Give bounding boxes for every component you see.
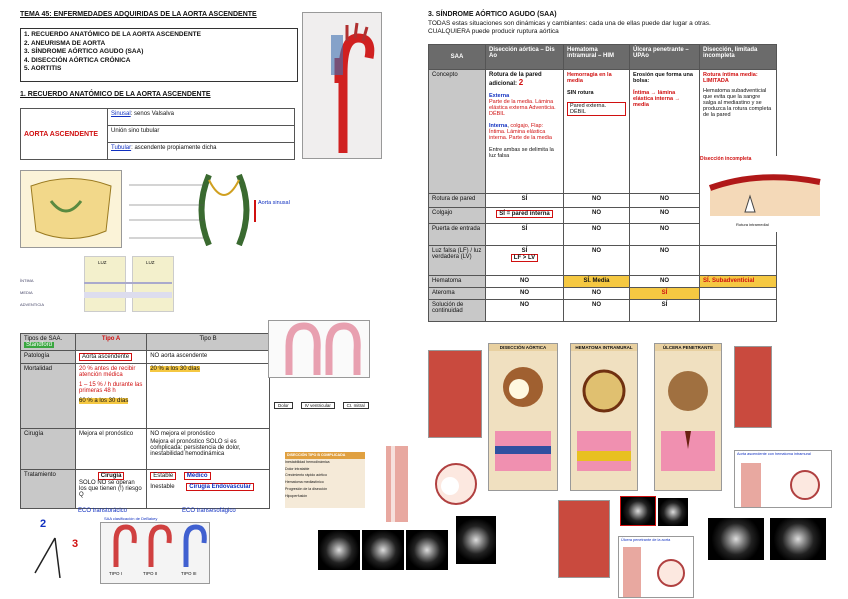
him-concept-1: Hemorragia en la media (567, 72, 612, 84)
cirugia-b2: Mejora el pronóstico SOLO si es complicada: persistencia de dolor, inestabilidad hemodinámica (150, 439, 241, 457)
sinus-figure-right (124, 170, 252, 246)
debakey-caption: SAA clasificación de DeBakey (104, 516, 158, 521)
aorta-row-key: Tubular (111, 145, 132, 151)
list-title: DISECCIÓN TIPO B COMPLICADA (285, 452, 365, 459)
cell: NO (486, 300, 564, 322)
dis-end: Entre ambas se delimita la luz falsa (489, 147, 554, 159)
th-saa: SAA (429, 45, 486, 70)
cell: SÍ (486, 224, 564, 246)
ct-ulcer-scan (620, 496, 656, 526)
flow-diagram (274, 402, 384, 414)
mortalidad-a2: 1 – 15 % / h durante las primeras 48 h (79, 382, 143, 394)
tto-b2: Médico (184, 472, 211, 480)
aorta-row-value: : senos Valsalva (130, 111, 174, 117)
lf-lv-badge: LF > LV (511, 254, 538, 262)
ct-scan-2 (362, 530, 404, 570)
label-2: 2 (40, 518, 47, 530)
cell: NO (630, 246, 700, 276)
aorta-row-value: : ascendente propiamente dicha (131, 145, 217, 151)
th-dis: Disección aórtica – Dis Ao (486, 45, 564, 70)
debakey-aorta-figure (268, 320, 370, 378)
tto-b3: Inestable (150, 484, 175, 490)
toc-item: 5. AORTITIS (24, 65, 62, 72)
upa-concept-1: Erosión que forma una bolsa: (633, 72, 693, 84)
hematoma-schematic (734, 450, 832, 508)
tto-a2: SOLO NO se operan los que tienen (!) riesgo Q (79, 480, 142, 498)
panel-him-title: HEMATOMA INTRAMURAL (571, 344, 637, 351)
row-key: Mortalidad (21, 364, 76, 429)
him-concept-2: SIN rotura (567, 90, 594, 96)
tipo-ii: TIPO II (143, 571, 158, 576)
th-tipo-a: Tipo A (76, 334, 147, 351)
th-lim: Disección, limitada incompleta (700, 45, 777, 70)
cell: SÍ (486, 194, 564, 208)
section1-heading: 1. RECUERDO ANATÓMICO DE LA AORTA ASCENDENTE (20, 91, 211, 98)
sinus-label: Aorta sinusal (258, 200, 290, 206)
dis-int-title: Interna (489, 123, 508, 129)
row-key: Tratamiento (21, 470, 76, 509)
aorta-row-value: Unión sino tubular (111, 128, 160, 134)
cell: SÍ = pared interna (496, 210, 553, 218)
ct-scan-6 (770, 518, 826, 560)
tto-b1: Estable (150, 472, 176, 480)
debakey-types-figure (100, 522, 210, 584)
adventicia-label: ADVENTICIA (20, 302, 45, 307)
aorta-row-key: Sinusal (111, 111, 131, 117)
diagram-arrows (30, 518, 90, 578)
toc-item: 1. RECUERDO ANATÓMICO DE LA AORTA ASCENDENTE (24, 31, 201, 38)
mortalidad-b: 20 % a los 30 días (150, 366, 200, 372)
row-key: Patología (21, 351, 76, 364)
panel-ulc-title: ÚLCERA PENETRANTE (655, 344, 721, 351)
toc-item: 3. SÍNDROME AÓRTICO AGUDO (SAA) (24, 48, 144, 55)
aorta-anatomy-image (302, 12, 382, 159)
cell: NO (486, 276, 564, 288)
wall-layers-figure (20, 256, 188, 312)
section3-title: 3. SÍNDROME AÓRTICO AGUDO (SAA) (428, 11, 557, 18)
row-key: Rotura de pared (429, 194, 486, 208)
cell: NO (630, 224, 700, 246)
flow-box: IV ventricular (301, 402, 335, 409)
flow-box: Dolor (274, 402, 293, 409)
cell: SÍ. Media (564, 276, 630, 288)
list-item: Hematoma mediastínico (285, 480, 324, 485)
ct-scan-5 (708, 518, 764, 560)
cell: NO (630, 276, 700, 288)
aorta-table (20, 108, 295, 160)
th-upa: Úlcera penetrante – UPAo (630, 45, 700, 70)
complicated-list (285, 452, 365, 508)
cell: NO (486, 288, 564, 300)
tto-a1: Cirugía (98, 472, 125, 480)
sinus-bracket (254, 200, 256, 222)
label-3: 3 (72, 538, 79, 550)
aorta-label: AORTA ASCENDENTE (21, 109, 108, 160)
panel-ulcer (654, 343, 722, 491)
row-key: Hematoma (429, 276, 486, 288)
cell: SÍ (630, 288, 700, 300)
ct-scan-4 (658, 498, 688, 526)
toc-box (20, 28, 298, 82)
ct-scan-3 (406, 530, 448, 570)
him-concept-3: Pared externa. DÉBIL (567, 102, 626, 116)
intima-label: ÍNTIMA (20, 278, 34, 283)
list-item: Inestabilidad hemodinámica (285, 459, 330, 464)
aorta-ulcer-image (734, 346, 772, 428)
ruptura-label: Rotura intramedial (736, 222, 769, 227)
th-tipo-b: Tipo B (147, 334, 270, 351)
cell: NO (630, 208, 700, 224)
saa-comparison-table: SAA Disección aórtica – Dis Ao Hematoma intramural – HIM Úlcera penetrante – UPAo Disección, limitada incompleta Concepto Rotura de la pared adicional: 2 Externa Parte de la media. Lámina elástica externa Adventicia. DÉBIL Interna, colgajo, Flap: Íntima. Lámina elástica interna. Parte de la media Entre ambas se delimita la luz falsa Hemorragia en la media SIN rotura Pared externa. DÉBIL Erosión que forma una bolsa: Íntima → lámina elástica interna → media Rotura íntima media: LIMITADA Hematoma subadventicial que evita que la sangre salga al mediastino y se produzca la rotura completa de la pared Rotura de pared SÍ NO NO Colgajo SÍ = pared interna NO NO Puerta de entrada SÍ NO NO Luz falsa (LF) / luz verdadera (LV) SÍ LF > LV NO NO Hematoma NO SÍ. Media NO SÍ. Subadventicial Ateroma NO NO SÍ Solución de continuidad NO NO SÍ (428, 44, 777, 322)
list-item: Crecimiento rápido aórtico (285, 473, 327, 478)
dis-concept-1: Rotura de la pared adicional: (489, 72, 542, 87)
mortalidad-a3: 60 % a los 30 días (79, 398, 129, 404)
cell: NO (564, 246, 630, 276)
tto-b4: Cirugía Endovascular (186, 483, 254, 491)
cell: NO (564, 288, 630, 300)
luz-label: LUZ (146, 260, 155, 265)
row-key: Cirugía (21, 429, 76, 470)
hematoma-caption: Aorta ascendente con hematoma intramural (737, 452, 811, 456)
list-item: Hipoperfusión (285, 493, 308, 498)
cell: SÍ (521, 248, 528, 254)
list-item: Dolor intratable (285, 466, 310, 471)
toc-item: 2. ANEURISMA DE AORTA (24, 39, 106, 47)
panel-hematoma (570, 343, 638, 491)
dissection-schematic (376, 446, 486, 522)
flow-box: CI. mitral (343, 402, 369, 409)
upa-concept-2: Íntima → lámina elástica interna → media (633, 90, 681, 108)
toc-item: 4. DISECCIÓN AÓRTICA CRÓNICA (24, 56, 131, 64)
panel-dis-title: DISECCIÓN AÓRTICA (489, 344, 557, 351)
th-tipos: Tipos de SAA. (24, 336, 63, 342)
ulcer-caption: Úlcera penetrante de la aorta (621, 538, 671, 542)
eco-te-label: ECO transesofágico (182, 508, 236, 514)
list-item: Progresión de la disección (285, 486, 328, 491)
tipo-i: TIPO I (109, 571, 123, 576)
incomplete-dissection-figure (700, 156, 828, 232)
cell: SÍ (630, 300, 700, 322)
cell: NO (564, 300, 630, 322)
eco-tt-label: ECO transtorácico (78, 508, 128, 514)
panel-dissection (488, 343, 558, 491)
section3-line2: CUALQUIERA puede producir ruptura aórtica (428, 28, 559, 35)
aorta-him-image (558, 500, 610, 578)
cirugia-b1: NO mejora el pronóstico (150, 431, 215, 437)
dis-int: colgajo, Flap: Íntima. Lámina elástica interna. Parte de la media (489, 123, 552, 141)
row-key: Colgajo (429, 208, 486, 224)
row-key: Concepto (429, 70, 486, 194)
tipo-iii: TIPO III (181, 571, 197, 576)
row-key: Solución de continuidad (429, 300, 486, 322)
cell: SÍ. Subadventicial (700, 276, 777, 288)
patologia-b: NO aorta ascendente (147, 351, 270, 364)
cell: NO (564, 194, 630, 208)
mortalidad-a1: 20 % antes de recibir atención médica (79, 366, 136, 378)
cell: NO (630, 194, 700, 208)
lim-concept-1: Rotura íntima media: LIMITADA (703, 72, 758, 84)
ct-scan-1 (318, 530, 360, 570)
section3-line1: TODAS estas situaciones son dinámicas y cambiantes: cada una de ellas puede dar lugar a otras. (428, 20, 711, 27)
cirugia-a: Mejora el pronóstico (76, 429, 147, 470)
page-title: TEMA 45: ENFERMEDADES ADQUIRIDAS DE LA AORTA ASCENDENTE (20, 11, 257, 18)
saa-type-table (20, 333, 270, 509)
dis-ext-title: Externa (489, 93, 510, 99)
row-key: Puerta de entrada (429, 224, 486, 246)
row-key: Luz falsa (LF) / luz verdadera (LV) (429, 246, 486, 276)
th-him: Hematoma intramural – HIM (564, 45, 630, 70)
patologia-a: Aorta ascendente (79, 353, 132, 361)
ulcer-schematic (618, 536, 694, 598)
media-label: MEDIA (20, 290, 33, 295)
aorta-section-image (428, 350, 482, 438)
incomplete-title: Disección incompleta (700, 156, 752, 162)
lim-concept-2: Hematoma subadventicial que evita que la sangre salga al mediastino y se produzca la rotura completa de la pared (703, 88, 772, 118)
luz-label: LUZ (98, 260, 107, 265)
cell: NO (564, 208, 630, 224)
standford-badge: Standford (26, 342, 53, 348)
cell: NO (564, 224, 630, 246)
sinus-figure-left (20, 170, 122, 248)
row-key: Ateroma (429, 288, 486, 300)
dis-ext: Parte de la media. Lámina elástica externa Adventicia. DÉBIL (489, 99, 556, 117)
echo-image (456, 516, 496, 564)
dis-num: 2 (518, 78, 524, 87)
